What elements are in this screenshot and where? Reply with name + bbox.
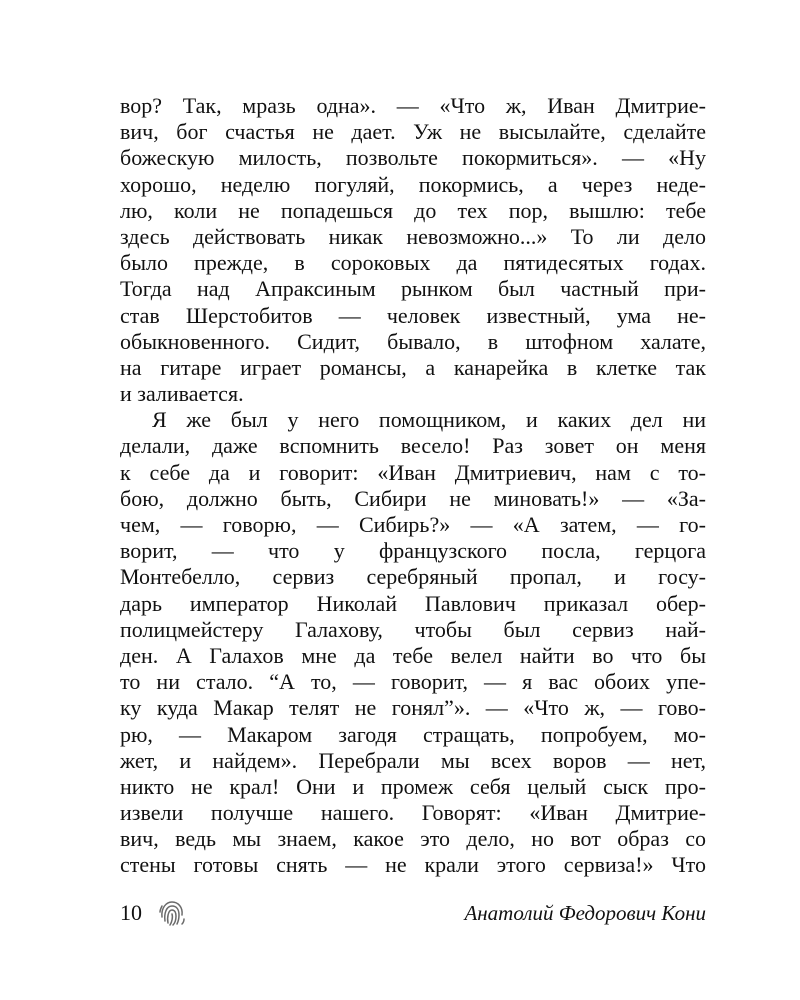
text-line: полицмейстеру Галахову, чтобы был сервиз най- <box>120 616 706 642</box>
text-line: Тогда над Апраксиным рынком был частный при- <box>120 276 706 302</box>
text-line: ворит, — что у французского посла, герцога <box>120 538 706 564</box>
text-line: извели получше нашего. Говорят: «Иван Дмитрие- <box>120 800 706 826</box>
fingerprint-icon <box>157 898 187 928</box>
page-footer <box>120 898 706 928</box>
text-line: Монтебелло, сервиз серебряный пропал, и госу- <box>120 564 706 590</box>
text-line: вич, ведь мы знаем, какое это дело, но вот образ со <box>120 826 706 852</box>
text-line: здесь действовать никак невозможно...» То ли дело <box>120 223 706 249</box>
text-line: было прежде, в сороковых да пятидесятых годах. <box>120 250 706 276</box>
text-line: вор? Так, мразь одна». — «Что ж, Иван Дмитрие- <box>120 93 706 118</box>
text-line: стены готовы снять — не крали этого сервиза!» Что <box>120 852 706 878</box>
text-line: бою, должно быть, Сибири не миновать!» — «За- <box>120 485 706 511</box>
text-line: на гитаре играет романсы, а канарейка в клетке так <box>120 354 706 380</box>
text-line: обыкновенного. Сидит, бывало, в штофном халате, <box>120 328 706 354</box>
text-line: ку куда Макар телят не гонял”». — «Что ж, — гово- <box>120 695 706 721</box>
text-line: делали, даже вспомнить весело! Раз зовет он меня <box>120 433 706 459</box>
text-line: никто не крал! Они и промеж себя целый сыск про- <box>120 773 706 799</box>
text-line: лю, коли не попадешься до тех пор, вышлю: тебе <box>120 197 706 223</box>
text-line: рю, — Макаром загодя стращать, попробуем, мо- <box>120 721 706 747</box>
paragraph <box>120 93 706 407</box>
body-text <box>120 93 706 879</box>
text-line: жет, и найдем». Перебрали мы всех воров — нет, <box>120 747 706 773</box>
text-line: ден. А Галахов мне да тебе велел найти во что бы <box>120 642 706 668</box>
page-number: 10 <box>120 900 142 925</box>
text-line: и заливается. <box>120 381 244 407</box>
text-line: к себе да и говорит: «Иван Дмитриевич, нам с то- <box>120 459 706 485</box>
text-line: став Шерстобитов — человек известный, ума не- <box>120 302 706 328</box>
text-line: хорошо, неделю погуляй, покормись, а через неде- <box>120 171 706 197</box>
author-name: Анатолий Федорович Кони <box>464 901 706 925</box>
text-line: Я же был у него помощником, и каких дел ни <box>152 407 706 433</box>
text-line: дарь император Николай Павлович приказал обер- <box>120 590 706 616</box>
text-line: божескую милость, позвольте покормиться». — «Ну <box>120 145 706 171</box>
paragraph <box>120 407 706 878</box>
text-line: вич, бог счастья не дает. Уж не высылайте, сделайте <box>120 119 706 145</box>
text-line: чем, — говорю, — Сибирь?» — «А затем, — го- <box>120 512 706 537</box>
text-line: то ни стало. “А то, — говорит, — я вас обоих упе- <box>120 669 706 695</box>
